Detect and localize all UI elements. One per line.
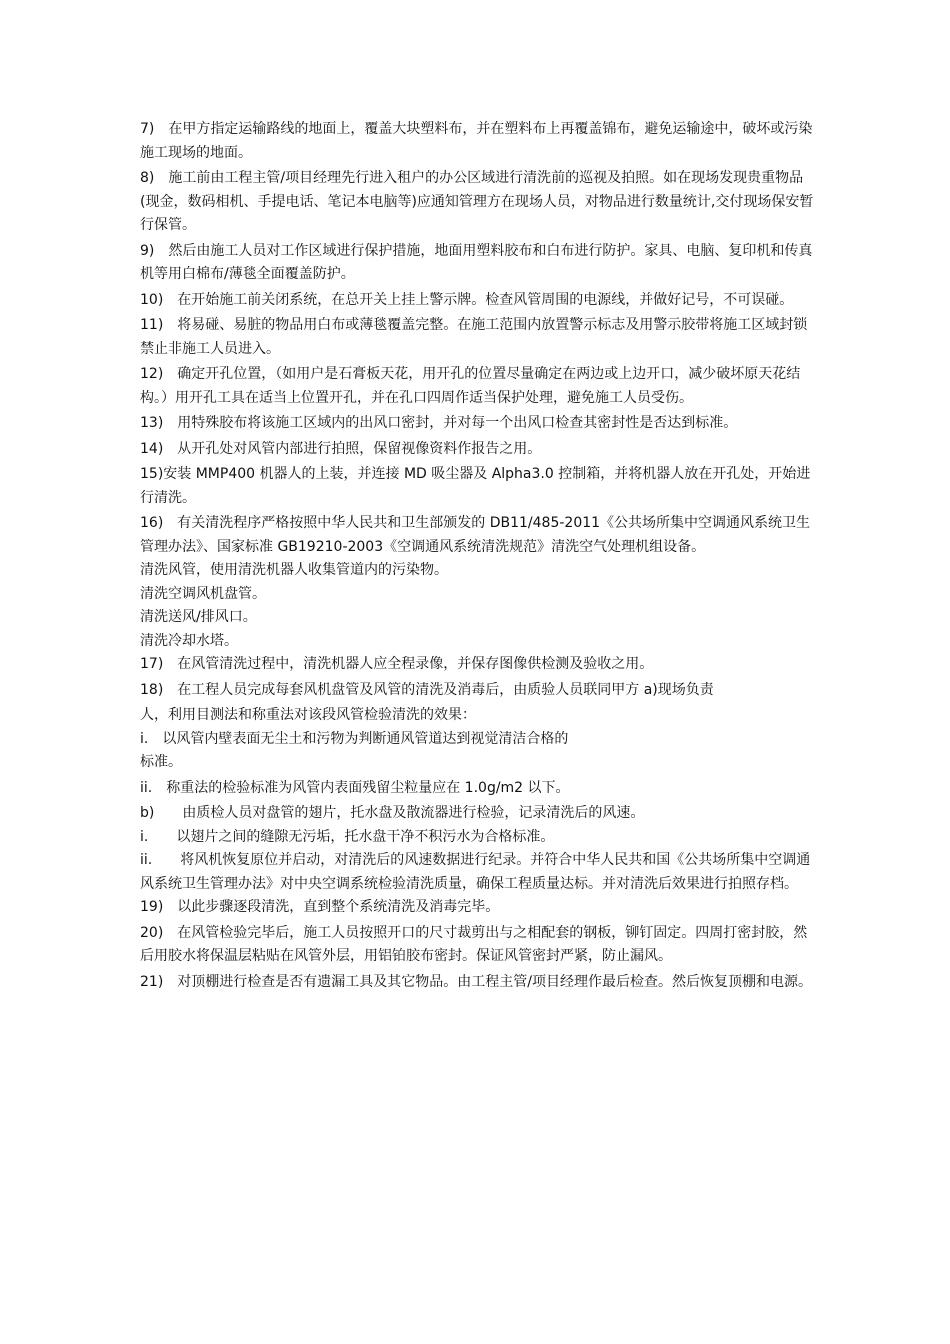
paragraph-17: 17) 在风管清洗过程中，清洗机器人应全程录像，并保存图像供检测及验收之用。: [140, 656, 654, 672]
paragraph-19: 19) 以此步骤逐段清洗，直到整个系统清洗及消毒完毕。: [140, 899, 500, 915]
paragraph-8: 8) 施工前由工程主管/项目经理先行进入租户的办公区域进行清洗前的巡视及拍照。如在现场发现贵重物品(现金，数码相机、手提电话、笔记本电脑等)应通知管理方在现场人员，对物品进行数量统计,交付现场保安暂行保管。: [140, 170, 814, 233]
paragraph-12: 12) 确定开孔位置，（如用户是石膏板天花，用开孔的位置尽量确定在两边或上边开口，减少破坏原天花结构。）用开孔工具在适当上位置开孔，并在孔口四周作适当保护处理，避免施工人员受伤。: [140, 366, 801, 406]
list-item-clean-vents: 清洗送风/排风口。: [140, 609, 257, 625]
paragraph-15: 15)安装 MMP400 机器人的上装，并连接 MD 吸尘器及 Alpha3.0 控制箱，并将机器人放在开孔处，开始进行清洗。: [140, 466, 811, 506]
paragraph-18-b-ii: ii. 将风机恢复原位并启动，对清洗后的风速数据进行纪录。并符合中华人民共和国《公共场所集中空调通风系统卫生管理办法》对中央空调系统检验清洗质量，确保工程质量达标。并对清洗后效果进行拍照存档。: [140, 852, 811, 892]
paragraph-18-continued: 人，利用目测法和称重法对该段风管检验清洗的效果：: [140, 707, 476, 723]
paragraph-11: 11) 将易碰、易脏的物品用白布或薄毯覆盖完整。在施工范围内放置警示标志及用警示胶带将施工区域封锁禁止非施工人员进入。: [140, 317, 808, 357]
paragraph-10: 10) 在开始施工前关闭系统，在总开关上挂上警示牌。检查风管周围的电源线，并做好记号，不可误碰。: [140, 291, 794, 308]
paragraph-16: 16) 有关清洗程序严格按照中华人民共和卫生部颁发的 DB11/485-2011《公共场所集中空调通风系统卫生管理办法》、国家标准 GB19210-2003《空调通风系统清洗规范》清洗空气处理机组设备。: [140, 515, 811, 555]
paragraph-18-ii: ii. 称重法的检验标准为风管内表面残留尘粒量应在 1.0g/m2 以下。: [140, 779, 570, 796]
paragraph-18-b-i: i. 以翅片之间的缝隙无污垢，托水盘干净不积污水为合格标准。: [140, 828, 555, 845]
paragraph-18-i: i. 以风管内壁表面无尘土和污物为判断通风管道达到视觉清洁合格的: [140, 730, 569, 747]
paragraph-18: 18) 在工程人员完成每套风机盘管及风管的清洗及消毒后，由质验人员联同甲方 a)现场负责: [140, 681, 714, 698]
paragraph-9: 9) 然后由施工人员对工作区域进行保护措施，地面用塑料胶布和白布进行防护。家具、电脑、复印机和传真机等用白棉布/薄毯全面覆盖防护。: [140, 242, 813, 282]
list-item-clean-cooling-tower: 清洗冷却水塔。: [140, 632, 238, 649]
paragraph-20: 20) 在风管检验完毕后，施工人员按照开口的尺寸裁剪出与之相配套的钢板，铆钉固定。四周打密封胶，然后用胶水将保温层粘贴在风管外层，用铝铂胶布密封。保证风管密封严紧，防止漏风。: [140, 924, 808, 964]
paragraph-7: 7) 在甲方指定运输路线的地面上，覆盖大块塑料布，并在塑料布上再覆盖锦布，避免运输途中，破坏或污染施工现场的地面。: [140, 121, 813, 161]
paragraph-21: 21) 对顶棚进行检查是否有遗漏工具及其它物品。由工程主管/项目经理作最后检查。然后恢复顶棚和电源。: [140, 973, 812, 990]
paragraph-13: 13) 用特殊胶布将该施工区域内的出风口密封，并对每一个出风口检查其密封性是否达到标准。: [140, 415, 738, 431]
document-body: [140, 118, 820, 994]
list-item-clean-ducts: 清洗风管，使用清洗机器人收集管道内的污染物。: [140, 562, 448, 578]
paragraph-18-i-continued: 标准。: [140, 754, 182, 770]
list-item-clean-fan-coil: 清洗空调风机盘管。: [140, 585, 266, 602]
paragraph-14: 14) 从开孔处对风管内部进行拍照，保留视像资料作报告之用。: [140, 440, 542, 457]
paragraph-18-b: b) 由质检人员对盘管的翅片，托水盘及散流器进行检验，记录清洗后的风速。: [140, 805, 645, 821]
